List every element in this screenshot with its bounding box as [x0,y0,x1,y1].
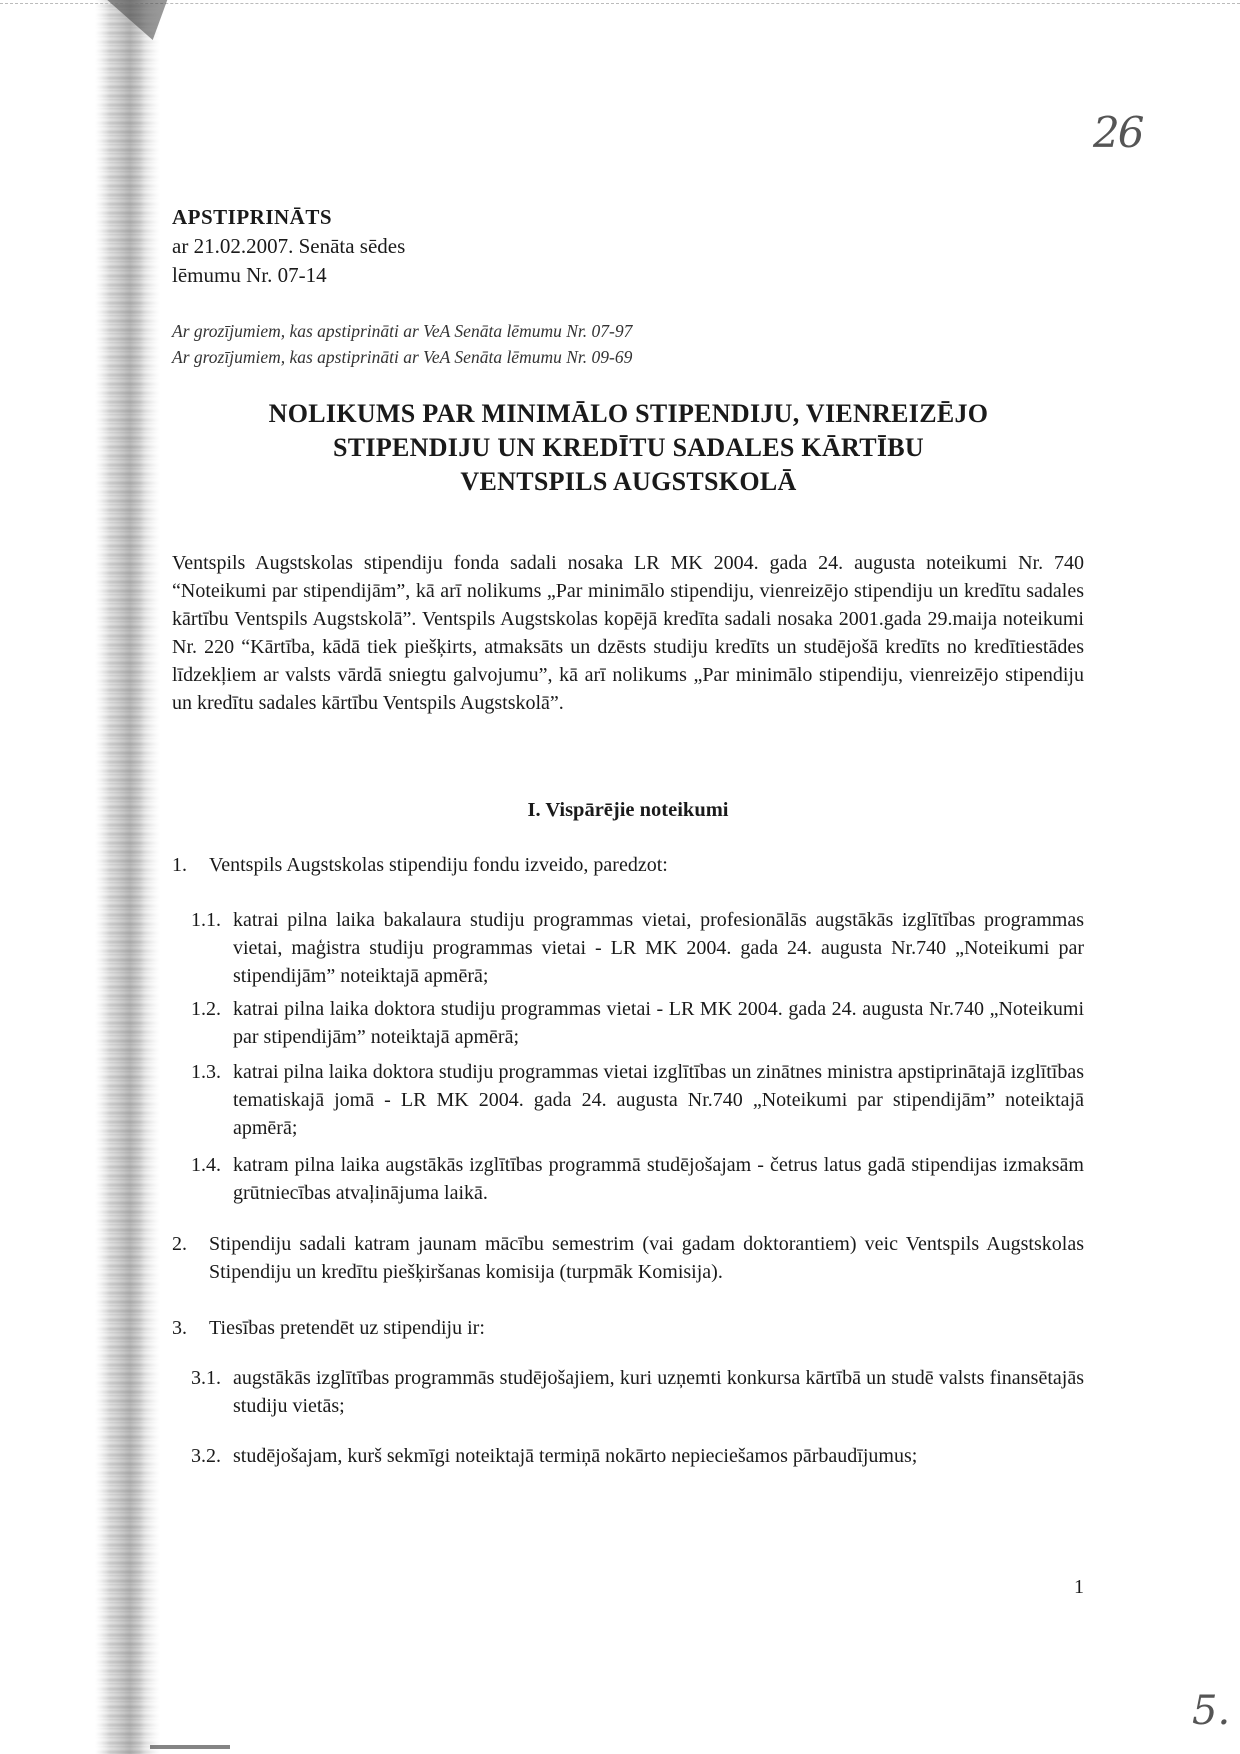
list-item [191,1364,1084,1420]
page-number: 1 [1074,1576,1084,1598]
item-number: 3.2. [191,1445,221,1467]
item-text: katrai pilna laika bakalaura studiju programmas vietai, profesionālās augstākās izglītības programmas vietai, maģistra studiju programmas vietai - LR MK 2004. gada 24. augusta Nr.740 „Noteikumi par stipendijām” noteiktajā apmērā; [233,909,1084,987]
handwritten-sheet-number: 5. [1192,1688,1231,1734]
item-number: 3. [172,1317,187,1339]
item-text: Tiesības pretendēt uz stipendiju ir: [209,1317,485,1339]
list-item [191,1442,1084,1470]
item-text: studējošajam, kurš sekmīgi noteiktajā termiņā nokārto nepieciešamos pārbaudījumus; [233,1445,918,1467]
list-item [172,851,1084,879]
scan-bottom-mark [150,1745,230,1749]
item-number: 3.1. [191,1367,221,1389]
scan-top-rule [0,3,1240,4]
item-text: katram pilna laika augstākās izglītības programmā studējošajam - četrus latus gadā stipendijas izmaksām grūtniecības atvaļinājuma laikā. [233,1154,1084,1204]
item-number: 1.2. [191,998,221,1020]
list-item [172,1314,1084,1342]
item-number: 1.1. [191,909,221,931]
item-number: 2. [172,1233,187,1255]
list-item [172,1230,1084,1286]
amendment-note: Ar grozījumiem, kas apstiprināti ar VeA Senāta lēmumu Nr. 09-69 [172,347,633,367]
intro-paragraph: Ventspils Augstskolas stipendiju fonda sadali nosaka LR MK 2004. gada 24. augusta noteikumi Nr. 740 “Noteikumi par stipendijām”, kā arī nolikums „Par minimālo stipendiju, vienreizējo stipendiju un kredītu sadales kārtību Ventspils Augstskolā”. Ventspils Augstskolas kopējā kredīta sadali nosaka 2001.gada 29.maija noteikumi Nr. 220 “Kārtība, kādā tiek piešķirts, atmaksāts un dzēsts studiju kredīts un studējošā kredīts no kredītiestādes līdzekļiem ar valsts vārdā sniegtu galvojumu”, kā arī nolikums „Par minimālo stipendiju, vienreizējo stipendiju un kredītu sadales kārtību Ventspils Augstskolā”. [172,552,1084,714]
scan-binding-edge [0,0,160,1754]
item-text: Ventspils Augstskolas stipendiju fondu izveido, paredzot: [209,854,668,876]
approval-block [172,203,405,290]
list-item [191,1151,1084,1207]
item-text: katrai pilna laika doktora studiju programmas vietai - LR MK 2004. gada 24. augusta Nr.740 „Noteikumi par stipendijām” noteiktajā apmērā; [233,998,1084,1048]
approval-decision-line: lēmumu Nr. 07-14 [172,263,327,287]
amendments-block [172,318,632,370]
title-line: STIPENDIJU UN KREDĪTU SADALES KĀRTĪBU [333,433,924,462]
item-text: Stipendiju sadali katram jaunam mācību semestrim (vai gadam doktorantiem) veic Ventspils Augstskolas Stipendiju un kredītu piešķiršanas komisija (turpmāk Komisija). [209,1233,1084,1283]
list-item [191,906,1084,990]
handwritten-page-annotation: 26 [1093,108,1143,157]
title-line: NOLIKUMS PAR MINIMĀLO STIPENDIJU, VIENREIZĒJO [268,399,989,428]
item-number: 1.3. [191,1061,221,1083]
section-heading: I. Vispārējie noteikumi [527,799,729,821]
item-text: augstākās izglītības programmās studējošajiem, kuri uzņemti konkursa kārtībā un studē valsts finansētajās studiju vietās; [233,1367,1084,1417]
title-line: VENTSPILS AUGSTSKOLĀ [460,467,797,496]
item-text: katrai pilna laika doktora studiju programmas vietai izglītības un zinātnes ministra apstiprinātajā izglītības tematiskajā jomā - LR MK 2004. gada 24. augusta Nr.740 „Noteikumi par stipendijām” noteiktajā apmērā; [233,1061,1084,1139]
item-number: 1.4. [191,1154,221,1176]
item-number: 1. [172,854,187,876]
approval-heading: APSTIPRINĀTS [172,205,333,229]
list-item [191,1058,1084,1142]
list-item [191,995,1084,1051]
approval-date-line: ar 21.02.2007. Senāta sēdes [172,234,406,258]
document-title [172,397,1085,499]
amendment-note: Ar grozījumiem, kas apstiprināti ar VeA Senāta lēmumu Nr. 07-97 [172,321,633,341]
